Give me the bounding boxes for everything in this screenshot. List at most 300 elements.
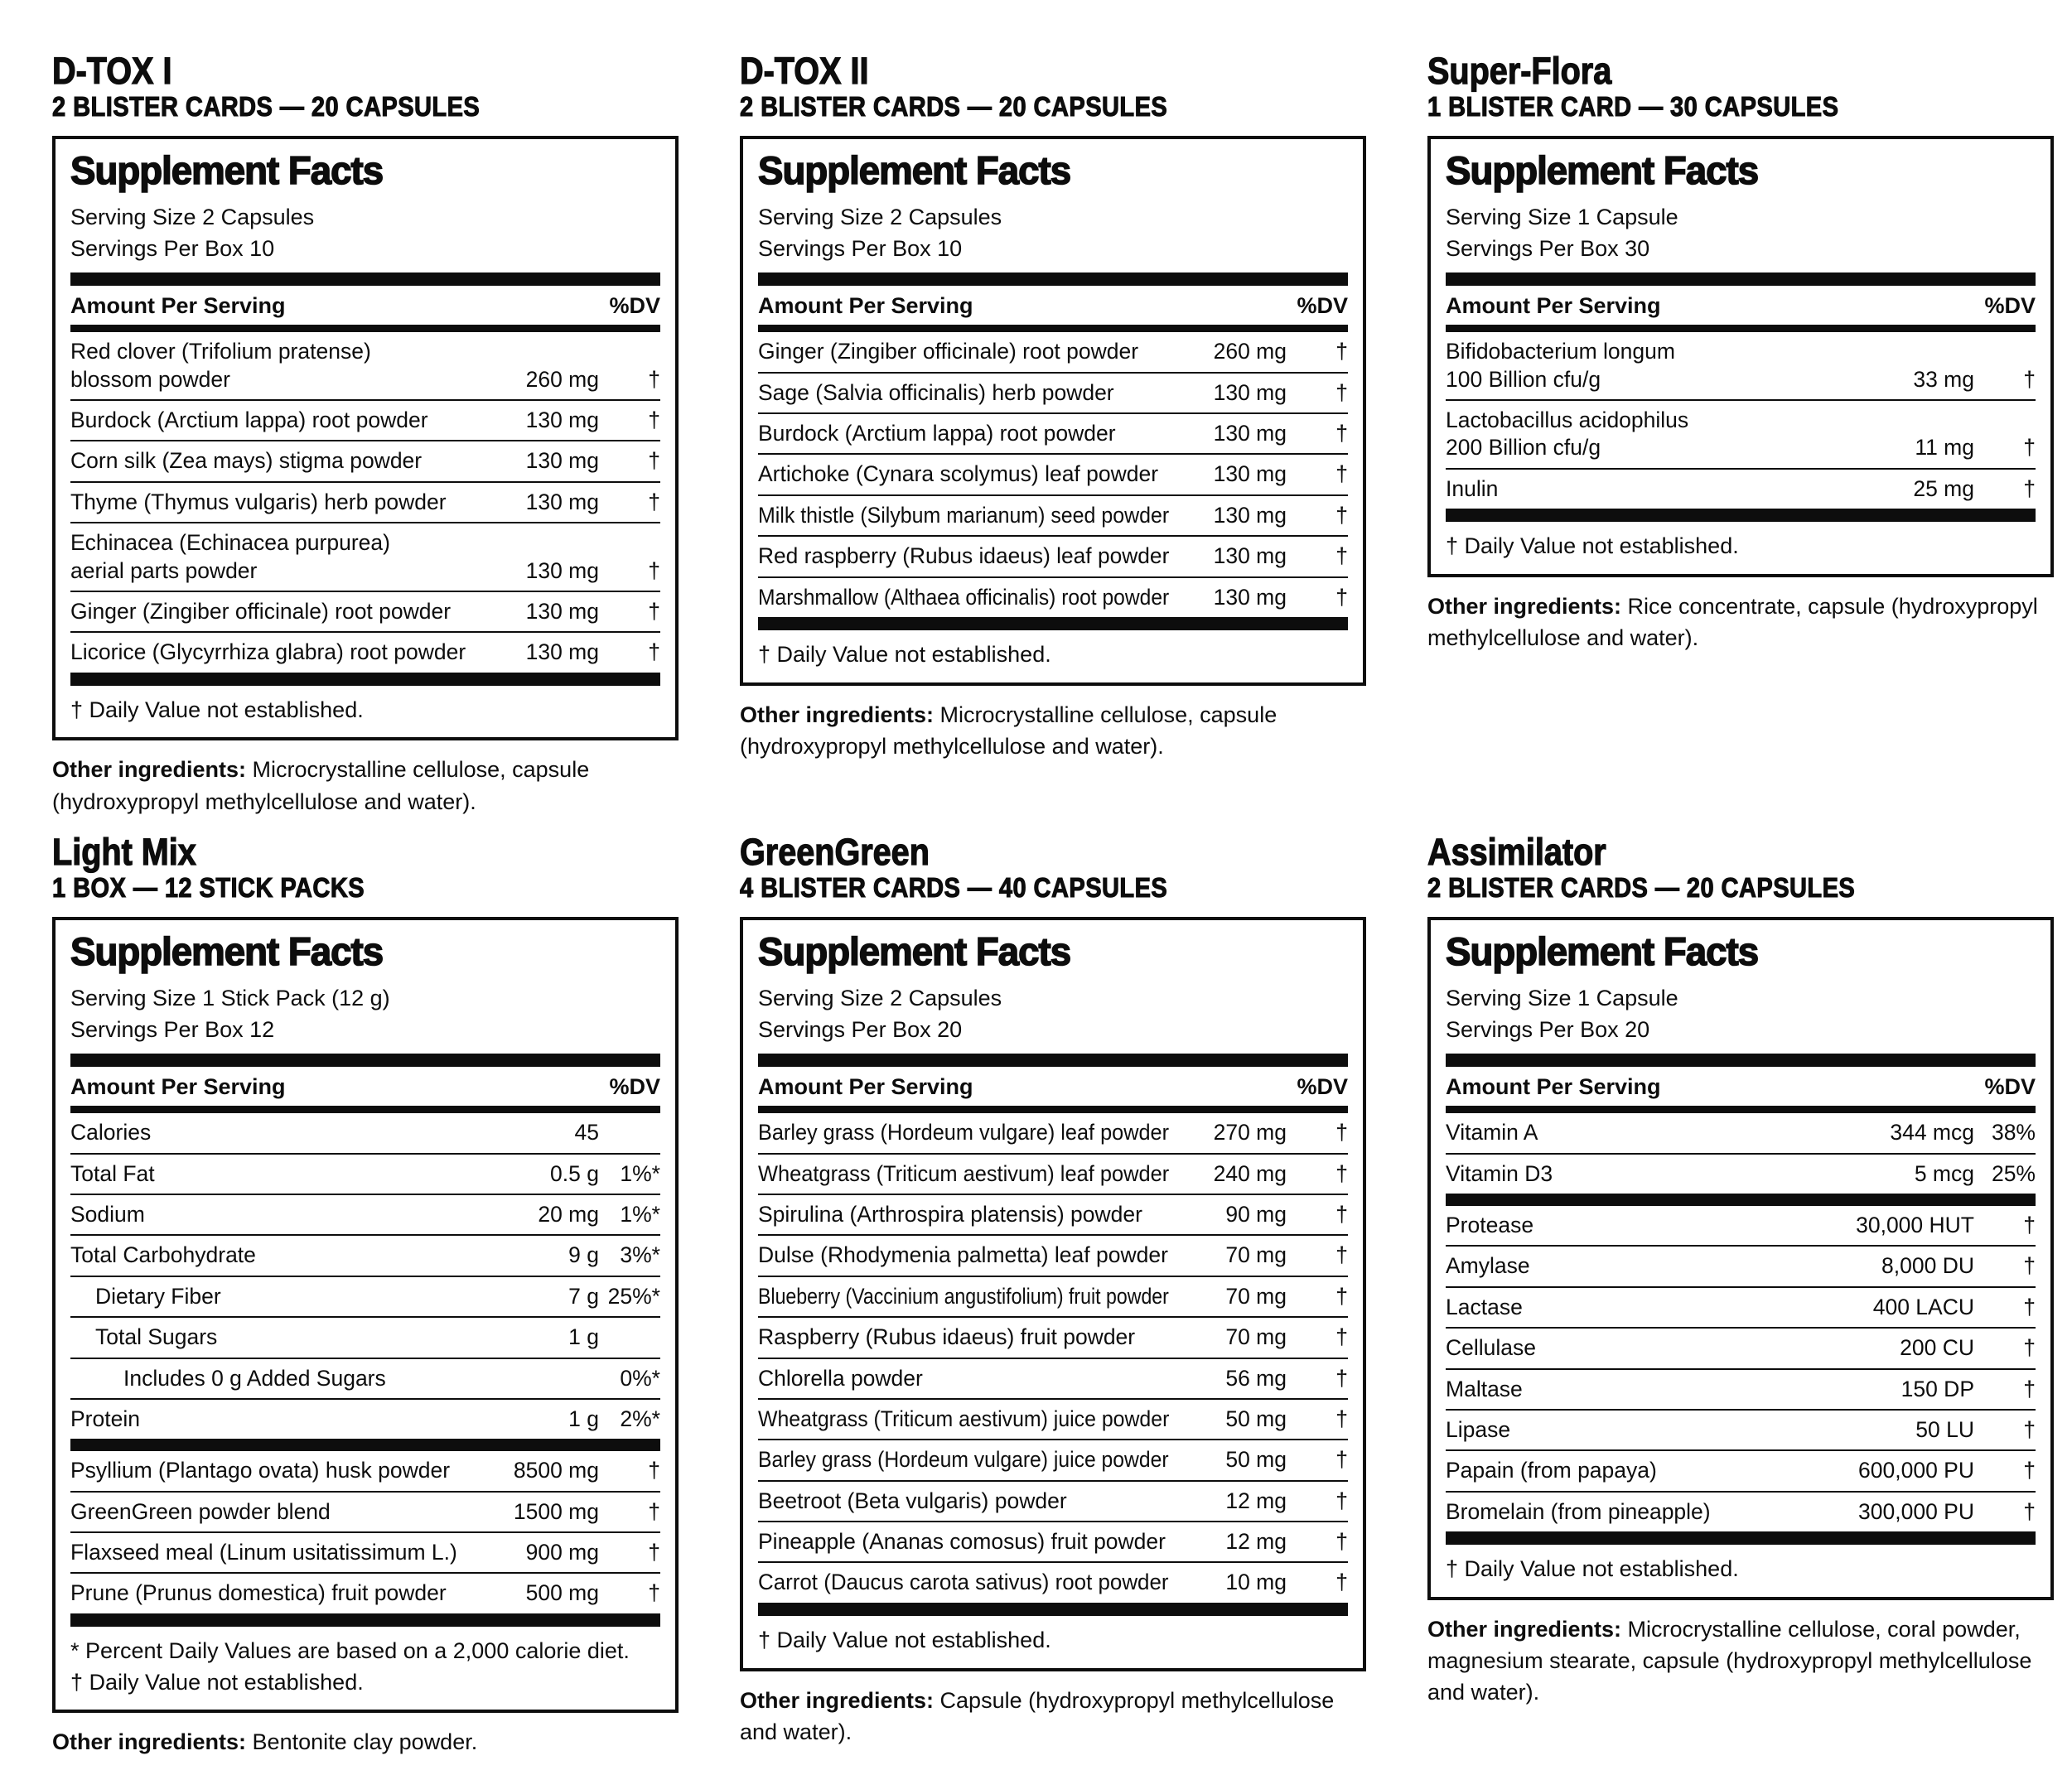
ingredient-name-text: Sage (Salvia officinalis) herb powder [758,379,1114,405]
ingredient-name-text: Amylase [1446,1253,1530,1279]
ingredient-name-text: Burdock (Arctium lappa) root powder [70,408,428,433]
divider-bar-end [1446,1531,2036,1545]
ingredient-amount: 130 mg [1213,461,1287,487]
supplement-facts-box [740,136,1366,686]
supplement-panel-dtox-ii [740,51,1366,762]
ingredient-rows [70,332,660,672]
ingredient-amount: 240 mg [1213,1160,1287,1186]
ingredient-name [1446,1294,1858,1321]
ingredient-row [70,1276,660,1316]
ingredient-amount: 130 mg [525,448,599,474]
supplement-facts-box [52,136,679,741]
ingredient-dv: † [1335,1160,1348,1186]
servings-per-box: Servings Per Box 20 [1446,1016,1650,1042]
ingredient-row [758,1439,1348,1479]
ingredient-amount: 400 LACU [1872,1294,1974,1319]
divider-bar-end [758,1603,1348,1616]
ingredient-row [758,1521,1348,1561]
ingredient-dv: † [648,557,660,583]
ingredient-row [758,332,1348,371]
other-ingredients-label: Other ingredients: [52,757,247,783]
serving-size: Serving Size 1 Stick Pack (12 g) [70,985,390,1010]
column-header-row [758,1067,1348,1106]
other-ingredients-text: Bentonite clay powder. [252,1729,478,1755]
serving-size: Serving Size 1 Capsule [1446,204,1678,229]
ingredient-row [758,1398,1348,1439]
servings-per-box: Servings Per Box 30 [1446,235,1650,261]
ingredient-amount: 260 mg [525,366,599,392]
supplement-panel-dtox-i [52,51,679,817]
ingredient-name [70,1201,483,1228]
ingredient-name-text: Echinacea (Echinacea purpurea) [70,530,390,556]
other-ingredients-text: Microcrystalline cellulose, capsule (hydroxypropyl methylcellulose and water). [740,702,1277,760]
divider-bar-thick [1446,1054,2036,1067]
divider-bar-end [758,617,1348,630]
ingredient-row [70,332,660,399]
ingredient-row [758,1561,1348,1602]
ingredient-row [1446,1491,2036,1531]
ingredient-name-text: Ginger (Zingiber officinale) root powder [758,339,1139,364]
ingredient-name-text: Calories [70,1120,152,1145]
ingredient-name-cont [70,366,483,393]
ingredient-name-text: Papain (from papaya) [1446,1458,1657,1483]
servings-per-box: Servings Per Box 10 [70,235,275,261]
ingredient-row [1446,332,2036,399]
divider-bar-medium [70,325,660,332]
ingredient-name-cont [1446,366,1858,393]
ingredient-name [70,598,483,625]
ingredient-amount: 130 mg [1213,543,1287,569]
ingredient-amount: 7 g [568,1283,599,1309]
ingredient-row [70,1358,660,1398]
product-title: GreenGreen [740,831,930,873]
ingredient-dv: 0%* [620,1365,660,1391]
ingredient-amount: 12 mg [1225,1488,1287,1513]
ingredient-name-cont-text: 100 Billion cfu/g [1446,366,1601,392]
ingredient-row-line2 [70,557,660,585]
ingredient-name-text: Red raspberry (Rubus idaeus) leaf powder [758,543,1170,569]
ingredient-rows [1446,332,2036,509]
ingredient-dv: † [1335,1529,1348,1555]
footnote: † Daily Value not established. [1446,1556,1739,1582]
supplement-facts-title: Supplement Facts [758,928,1071,973]
divider-bar-thick [70,1054,660,1067]
other-ingredients-text: Rice concentrate, capsule (hydroxypropyl methylcellulose and water). [1427,593,2038,651]
ingredient-amount: 5 mcg [1914,1160,1974,1186]
ingredient-name [758,502,1171,529]
ingredient-name-text: Maltase [1446,1376,1523,1401]
ingredient-dv: † [1335,1324,1348,1350]
ingredient-name-text: Includes 0 g Added Sugars [123,1365,386,1391]
ingredient-dv: † [1335,1488,1348,1513]
ingredient-row [70,440,660,480]
ingredient-name [70,1539,483,1566]
ingredient-name [70,529,660,557]
product-header [52,832,603,904]
other-ingredients-text: Microcrystalline cellulose, coral powder, magnesium stearate, capsule (hydroxypropyl methylcellulose and water). [1427,1616,2032,1705]
ingredient-dv: † [1335,1242,1348,1268]
other-ingredients [52,754,679,817]
ingredient-name [758,1160,1171,1188]
ingredient-name-text: Lipase [1446,1416,1511,1442]
other-ingredients [740,1685,1366,1748]
ingredient-row [70,1153,660,1194]
ingredient-row [70,1234,660,1275]
ingredient-rows [758,332,1348,617]
ingredient-name [1446,1212,1856,1239]
ingredient-name-text: Inulin [1446,475,1499,501]
ingredient-dv: † [1335,502,1348,528]
ingredient-amount: 25 mg [1913,475,1974,501]
supplement-facts-box [52,917,679,1714]
ingredient-amount: 1 g [568,1324,599,1350]
dv-header-label: %DV [1984,1074,2036,1100]
ingredient-dv: 25% [1991,1160,2036,1186]
ingredient-name-text: Vitamin A [1446,1120,1538,1145]
product-pack-size: 2 BLISTER CARDS — 20 CAPSULES [52,90,481,122]
column-header-row [70,286,660,325]
ingredient-name [70,639,483,666]
ingredient-name-text: Sodium [70,1202,145,1227]
column-header-row [70,1067,660,1106]
supplement-facts-title: Supplement Facts [70,928,384,973]
ingredient-name-text: Artichoke (Cynara scolymus) leaf powder [758,461,1159,487]
ingredient-name-text: Cellulase [1446,1335,1537,1361]
supplement-facts-box [1427,917,2054,1600]
ingredient-dv: † [1335,543,1348,569]
ingredient-amount: 8500 mg [513,1458,599,1483]
divider-bar-medium [758,325,1348,332]
ingredient-name-text: Spirulina (Arthrospira platensis) powder [758,1202,1142,1227]
ingredient-name-text: Thyme (Thymus vulgaris) herb powder [70,489,447,514]
ingredient-name [70,338,660,365]
dv-header-label: %DV [609,293,660,319]
footnotes [758,630,1348,673]
ingredient-name [758,1406,1171,1433]
ingredient-row [758,453,1348,494]
ingredient-name [1446,1160,1858,1188]
amount-per-serving-label: Amount Per Serving [1446,1074,1661,1100]
ingredient-row [70,522,660,591]
footnotes [758,1616,1348,1658]
ingredient-row [758,1316,1348,1357]
ingredient-name-cont-text: 200 Billion cfu/g [1446,435,1601,461]
ingredient-name [758,1283,1171,1310]
divider-bar-medium [1446,325,2036,332]
ingredient-amount: 270 mg [1213,1120,1287,1145]
product-title: D-TOX II [740,50,869,92]
ingredient-name [1446,1498,1858,1526]
ingredient-name-text: Wheatgrass (Triticum aestivum) leaf powder [758,1160,1170,1186]
ingredient-row [758,412,1348,453]
ingredient-name [1446,1252,1858,1280]
ingredient-name-text: Protease [1446,1213,1534,1238]
ingredient-dv: † [1335,1570,1348,1595]
ingredient-dv: 1%* [620,1160,660,1186]
column-header-row [758,286,1348,325]
ingredient-dv: † [1335,379,1348,405]
ingredient-row [758,535,1348,576]
ingredient-dv: † [1335,1120,1348,1145]
product-header [1427,51,1978,123]
supplement-facts-title: Supplement Facts [758,147,1071,192]
column-header-row [1446,1067,2036,1106]
ingredient-name-text: Dulse (Rhodymenia palmetta) leaf powder [758,1242,1168,1268]
footnote: * Percent Daily Values are based on a 2,000 calorie diet. [70,1637,630,1663]
divider-bar-medium [70,1106,660,1113]
ingredient-name-text: Raspberry (Rubus idaeus) fruit powder [758,1324,1136,1350]
other-ingredients-label: Other ingredients: [1427,1616,1622,1642]
ingredient-name-text: Licorice (Glycyrrhiza glabra) root powder [70,639,466,665]
ingredient-name [1446,1334,1858,1362]
other-ingredients [52,1726,679,1758]
ingredient-dv: † [1335,1447,1348,1473]
dv-header-label: %DV [1297,1074,1348,1100]
servings-per-box: Servings Per Box 20 [758,1016,963,1042]
ingredient-row [70,1491,660,1531]
ingredient-row [1446,468,2036,509]
ingredient-row [1446,1245,2036,1285]
ingredient-amount: 130 mg [525,639,599,665]
ingredient-name [70,447,483,475]
ingredient-dv: † [648,1540,660,1565]
ingredient-name-text: Flaxseed meal (Linum usitatissimum L.) [70,1540,457,1565]
ingredient-name-text: Dietary Fiber [95,1283,221,1309]
supplement-panel-super-flora [1427,51,2054,654]
product-pack-size: 1 BOX — 12 STICK PACKS [52,871,365,903]
ingredient-amount: 130 mg [1213,421,1287,446]
ingredient-dv: † [2023,1335,2036,1361]
divider-bar-thick [70,1439,660,1451]
ingredient-name [70,407,483,434]
ingredient-name [1446,338,2036,365]
ingredient-dv: † [648,1580,660,1606]
ingredient-dv: 38% [1991,1120,2036,1145]
ingredient-name-text: Burdock (Arctium lappa) root powder [758,421,1116,446]
ingredient-row [70,591,660,631]
ingredient-name [70,1579,483,1607]
ingredient-amount: 50 LU [1915,1416,1974,1442]
ingredient-rows [70,1113,660,1613]
ingredient-name [1446,475,1858,503]
ingredient-name [758,1119,1171,1146]
ingredient-name-text: Vitamin D3 [1446,1160,1553,1186]
product-title: Light Mix [52,831,196,873]
ingredient-amount: 130 mg [525,408,599,433]
ingredient-dv: † [648,408,660,433]
ingredient-amount: 56 mg [1225,1365,1287,1391]
ingredient-name-text: Total Sugars [95,1324,218,1350]
servings-per-box: Servings Per Box 12 [70,1016,275,1042]
amount-per-serving-label: Amount Per Serving [758,293,973,319]
ingredient-amount: 900 mg [525,1540,599,1565]
amount-per-serving-label: Amount Per Serving [1446,293,1661,319]
ingredient-dv: † [1335,1365,1348,1391]
ingredient-amount: 260 mg [1213,339,1287,364]
ingredient-name [1446,407,2036,434]
divider-bar-thick [758,272,1348,286]
ingredient-name-cont-text: blossom powder [70,366,230,392]
other-ingredients-text: Microcrystalline cellulose, capsule (hydroxypropyl methylcellulose and water). [52,757,590,814]
dv-header-label: %DV [1297,293,1348,319]
ingredient-amount: 70 mg [1225,1283,1287,1309]
ingredient-name-text: Corn silk (Zea mays) stigma powder [70,448,423,474]
ingredient-dv: † [1335,1283,1348,1309]
ingredient-dv: † [2023,1498,2036,1524]
ingredient-name-text: Beetroot (Beta vulgaris) powder [758,1488,1067,1513]
ingredient-amount: 45 [574,1120,599,1145]
ingredient-row [758,372,1348,412]
ingredient-row-line2 [70,366,660,393]
ingredient-row [758,1358,1348,1398]
ingredient-dv: † [2023,1294,2036,1319]
ingredient-amount: 50 mg [1225,1406,1287,1431]
ingredient-dv: † [1335,1202,1348,1227]
ingredient-dv: † [2023,1376,2036,1401]
footnote: † Daily Value not established. [758,641,1051,667]
ingredient-row [1446,1409,2036,1449]
ingredient-name [758,1446,1171,1473]
ingredient-amount: 70 mg [1225,1324,1287,1350]
ingredient-row [70,481,660,522]
product-pack-size: 4 BLISTER CARDS — 40 CAPSULES [740,871,1168,903]
ingredient-name-text: Carrot (Daucus carota sativus) root powder [758,1570,1169,1595]
ingredient-name [1446,1416,1858,1444]
product-title: Super-Flora [1427,50,1612,92]
ingredient-amount: 344 mcg [1890,1120,1974,1145]
supplement-facts-title: Supplement Facts [1446,928,1759,973]
ingredient-name-cont [1446,434,1858,461]
ingredient-name [70,1283,483,1310]
ingredient-amount: 9 g [568,1242,599,1268]
ingredient-row [1446,1368,2036,1409]
ingredient-name [758,1569,1171,1596]
ingredient-row [70,1572,660,1613]
ingredient-name-text: Barley grass (Hordeum vulgare) leaf powder [758,1120,1170,1145]
ingredient-amount: 130 mg [525,489,599,514]
product-pack-size: 2 BLISTER CARDS — 20 CAPSULES [1427,871,1856,903]
ingredient-name [758,338,1171,365]
ingredient-name [70,489,483,516]
serving-size: Serving Size 2 Capsules [758,204,1002,229]
ingredient-amount: 200 CU [1900,1335,1974,1361]
ingredient-dv: † [2023,1213,2036,1238]
ingredient-amount: 10 mg [1225,1570,1287,1595]
ingredient-row [758,1194,1348,1234]
ingredient-name [758,379,1171,407]
ingredient-amount: 300,000 PU [1858,1498,1974,1524]
ingredient-row [70,631,660,672]
ingredient-dv: † [648,366,660,392]
other-ingredients-label: Other ingredients: [1427,593,1622,619]
ingredient-dv: † [648,489,660,514]
ingredient-name-text: Total Carbohydrate [70,1242,256,1268]
ingredient-row [1446,1206,2036,1245]
ingredient-amount: 30,000 HUT [1856,1213,1974,1238]
footnotes [70,1627,660,1700]
supplement-panel-assimilator [1427,832,2054,1709]
ingredient-rows [1446,1113,2036,1531]
ingredient-amount: 1500 mg [513,1498,599,1524]
footnotes [70,686,660,728]
ingredient-name-text: GreenGreen powder blend [70,1498,331,1524]
ingredient-name-text: Psyllium (Plantago ovata) husk powder [70,1458,451,1483]
ingredient-name [758,1324,1171,1351]
footnotes [1446,1545,2036,1587]
ingredient-dv: † [1335,584,1348,610]
other-ingredients [1427,591,2054,654]
ingredient-name-text: Bromelain (from pineapple) [1446,1498,1711,1524]
ingredient-row [758,494,1348,535]
ingredient-dv: † [648,1458,660,1483]
ingredient-row [758,1153,1348,1194]
ingredient-name-text: Bifidobacterium longum [1446,339,1675,364]
ingredient-name-text: Milk thistle (Silybum marianum) seed powder [758,502,1170,528]
ingredient-amount: 130 mg [1213,379,1287,405]
divider-bar-thick [70,272,660,286]
ingredient-name-text: Barley grass (Hordeum vulgare) juice powder [758,1447,1169,1473]
ingredient-row [758,576,1348,617]
footnote: † Daily Value not established. [70,1669,364,1695]
ingredient-amount: 130 mg [1213,502,1287,528]
product-title: D-TOX I [52,50,172,92]
other-ingredients-label: Other ingredients: [740,702,935,727]
ingredient-row-line2 [1446,366,2036,393]
ingredient-name-text: Total Fat [70,1160,155,1186]
divider-bar-thick [1446,272,2036,286]
ingredient-row [1446,1153,2036,1194]
ingredient-name [758,543,1171,570]
divider-bar-end [70,1613,660,1627]
ingredient-name [70,1406,483,1433]
ingredient-name-text: Red clover (Trifolium pratense) [70,339,371,364]
ingredient-amount: 90 mg [1225,1202,1287,1227]
ingredient-amount: 600,000 PU [1858,1458,1974,1483]
ingredient-amount: 500 mg [525,1580,599,1606]
ingredient-amount: 8,000 DU [1881,1253,1974,1279]
ingredient-row [70,1113,660,1152]
ingredient-amount: 0.5 g [550,1160,599,1186]
serving-size: Serving Size 1 Capsule [1446,985,1678,1010]
ingredient-amount: 20 mg [538,1202,599,1227]
ingredient-dv: † [2023,366,2036,392]
ingredient-row [70,1451,660,1490]
divider-bar-thick [1446,1194,2036,1206]
ingredient-amount: 130 mg [1213,584,1287,610]
ingredient-name-cont [70,557,483,585]
ingredient-row [1446,1286,2036,1327]
dv-header-label: %DV [1984,293,2036,319]
column-header-row [1446,286,2036,325]
ingredient-dv: † [648,639,660,665]
ingredient-name [70,1498,483,1526]
ingredient-name-text: Ginger (Zingiber officinale) root powder [70,598,452,624]
dv-header-label: %DV [609,1074,660,1100]
ingredient-row [1446,1449,2036,1490]
ingredient-row [1446,1113,2036,1152]
ingredient-name-text: Lactobacillus acidophilus [1446,408,1689,433]
product-pack-size: 1 BLISTER CARD — 30 CAPSULES [1427,90,1839,122]
ingredient-dv: † [648,448,660,474]
ingredient-dv: 25%* [607,1283,660,1309]
ingredient-row [758,1234,1348,1275]
supplement-panel-light-mix [52,832,679,1758]
supplement-facts-title: Supplement Facts [1446,147,1759,192]
ingredient-row [70,1316,660,1357]
footnote: † Daily Value not established. [70,697,364,722]
ingredient-amount: 12 mg [1225,1529,1287,1555]
ingredient-row [70,399,660,440]
